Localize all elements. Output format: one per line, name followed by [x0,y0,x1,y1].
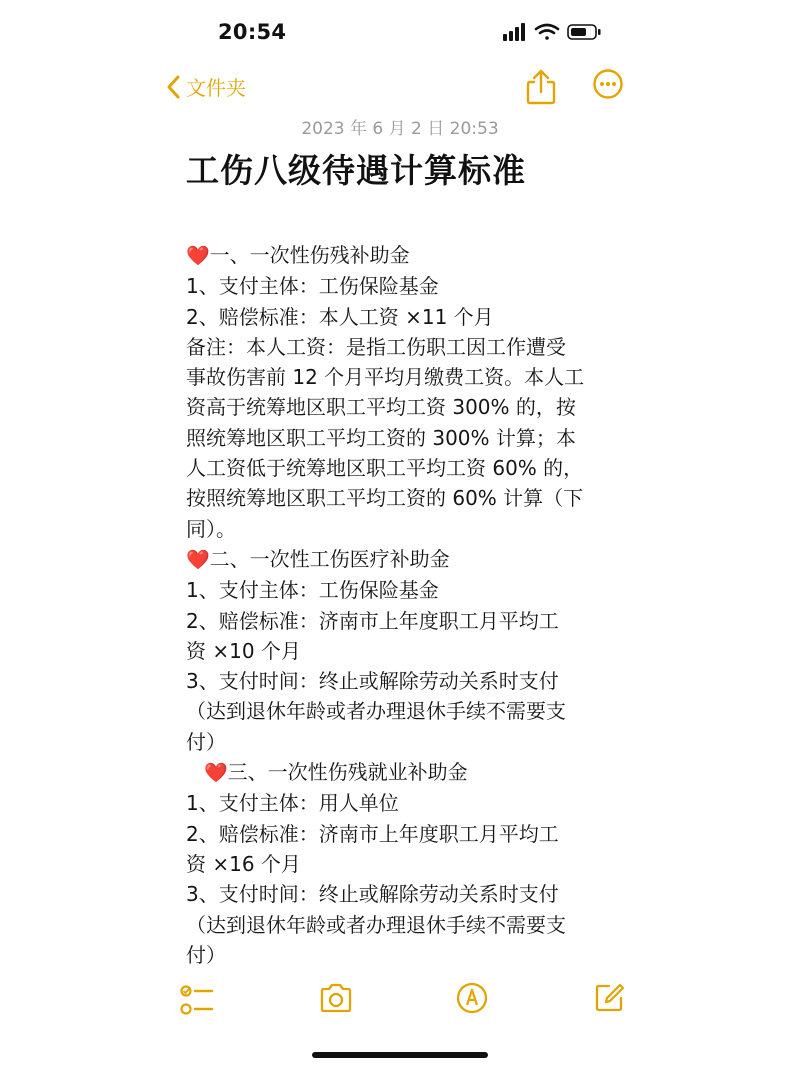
note-line: 备注：本人工资：是指工伤职工因工作遭受 [186,334,566,359]
note-line: 人工资低于统筹地区职工平均工资 60% 的， [186,456,584,481]
status-icons [503,23,603,41]
note-body[interactable] [186,240,626,970]
heart-icon: ❤️ [186,245,210,267]
note-line: 资高于统筹地区职工平均工资 300% 的，按 [186,395,576,420]
status-time: 20:54 [218,20,287,44]
checklist-button[interactable] [180,982,214,1022]
note-line: 1、支付主体：用人单位 [186,791,399,816]
note-line: （达到退休年龄或者办理退休手续不需要支 [186,699,566,724]
battery-icon [568,25,601,39]
note-line: 付） [186,729,226,754]
section-heading: ❤️一、一次性伤残补助金 [186,243,410,267]
note-line: 2、赔偿标准：济南市上年度职工月平均工 [186,608,559,633]
note-line: 2、赔偿标准：济南市上年度职工月平均工 [186,821,559,846]
nav-bar [0,64,800,110]
compose-button[interactable] [593,982,625,1018]
note-line: 同）。 [186,516,236,541]
note-line: 事故伤害前 12 个月平均月缴费工资。本人工 [186,365,585,390]
heart-icon: ❤️ [204,762,228,785]
note-title[interactable]: 工伤八级待遇计算标准 [186,151,526,190]
note-line: 3、支付时间：终止或解除劳动关系时支付 [186,669,559,694]
home-indicator[interactable] [312,1052,488,1058]
note-line: 2、赔偿标准：本人工资 ×11 个月 [186,304,494,329]
chevron-left-icon [166,75,180,99]
section-heading: ❤️三、一次性伤残就业补助金 [204,760,468,785]
share-button[interactable] [524,68,558,110]
note-line: （达到退休年龄或者办理退休手续不需要支 [186,912,566,937]
back-button[interactable] [166,72,246,101]
note-date: 2023 年 6 月 2 日 20:53 [301,119,499,139]
note-line: 1、支付主体：工伤保险基金 [186,578,439,603]
section-heading: ❤️二、一次性工伤医疗补助金 [186,546,450,571]
compose-icon [593,982,625,1014]
checklist-icon [180,982,214,1018]
note-line: 1、支付主体：工伤保险基金 [186,274,439,299]
wifi-icon [536,25,558,40]
share-icon [524,68,558,106]
status-bar [0,0,800,64]
camera-icon [318,982,354,1014]
note-line: 按照统筹地区职工平均工资的 60% 计算（下 [186,486,584,511]
markup-button[interactable] [456,982,488,1018]
bottom-toolbar [0,982,800,1026]
signal-icon [503,23,525,41]
heart-icon: ❤️ [186,548,210,571]
markup-icon [456,982,488,1014]
more-button[interactable] [592,68,624,104]
note-line: 资 ×16 个月 [186,851,301,876]
note-line: 付） [186,942,226,967]
note-line: 3、支付时间：终止或解除劳动关系时支付 [186,882,559,907]
ellipsis-circle-icon [592,68,624,100]
camera-button[interactable] [318,982,354,1018]
note-line: 照统筹地区职工平均工资的 300% 计算；本 [186,425,576,450]
back-label: 文件夹 [186,76,246,100]
note-line: 资 ×10 个月 [186,638,301,663]
